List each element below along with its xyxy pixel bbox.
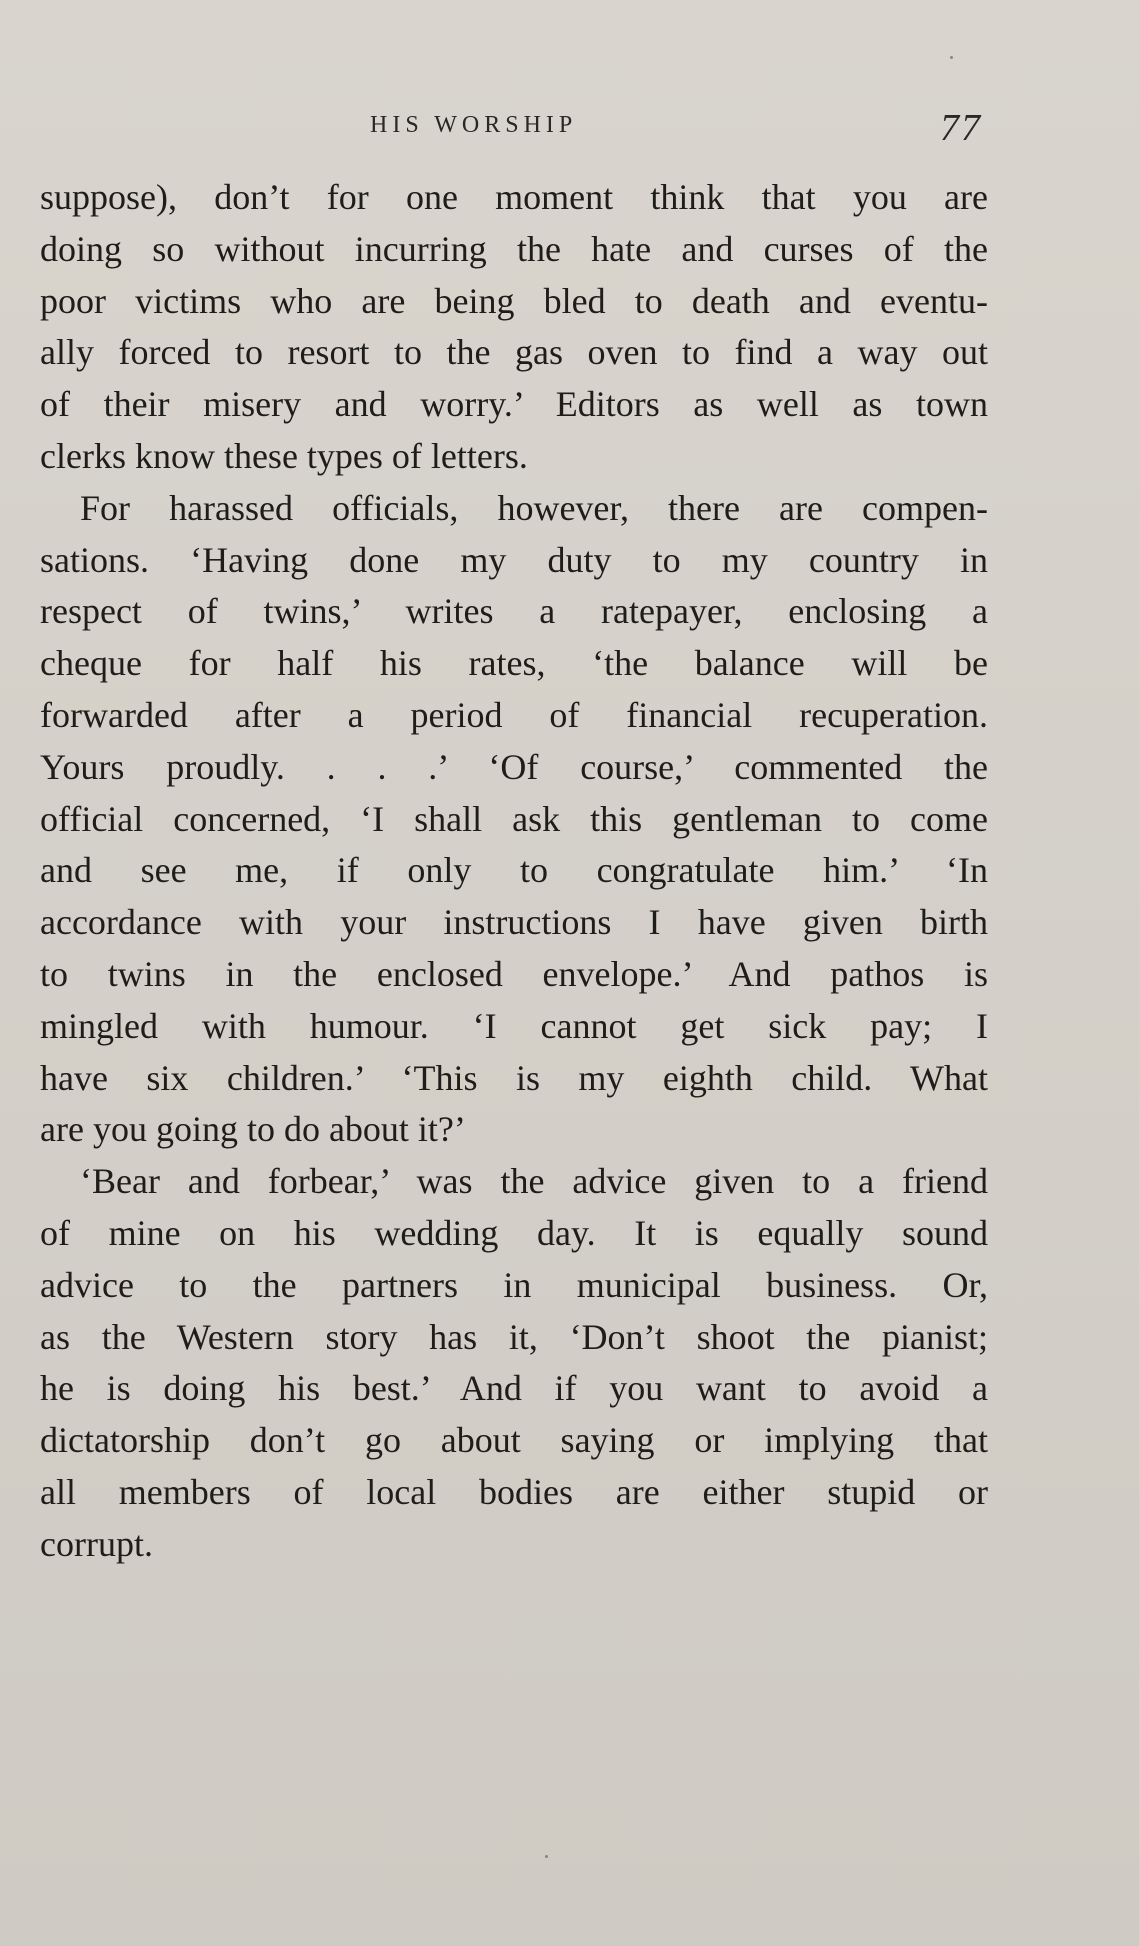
text-line: clerks know these types of letters. <box>40 435 528 476</box>
text-line: ally forced to resort to the gas oven to find a way out <box>40 332 988 373</box>
text-line: all members of local bodies are either stupid or <box>40 1471 988 1512</box>
text-line: poor victims who are being bled to death and eventu- <box>40 280 988 321</box>
text-line: respect of twins,’ writes a ratepayer, enclosing a <box>40 591 988 632</box>
paper-speck <box>545 1855 548 1858</box>
text-line: mingled with humour. ‘I cannot get sick pay; I <box>40 1005 988 1046</box>
text-line: ‘Bear and forbear,’ was the advice given to a friend <box>80 1161 988 1202</box>
running-head <box>0 107 1139 152</box>
page-number: 77 <box>940 107 982 149</box>
text-line: cheque for half his rates, ‘the balance will be <box>40 643 988 684</box>
text-line: of their misery and worry.’ Editors as well as town <box>40 384 988 425</box>
text-line: he is doing his best.’ And if you want to avoid a <box>40 1368 988 1409</box>
text-line: are you going to do about it?’ <box>40 1109 466 1150</box>
text-line: For harassed officials, however, there are compen- <box>80 487 988 528</box>
text-line: accordance with your instructions I have given birth <box>40 902 988 943</box>
text-line: dictatorship don’t go about saying or implying that <box>40 1420 988 1461</box>
body-text <box>40 172 988 1571</box>
text-line: to twins in the enclosed envelope.’ And pathos is <box>40 953 988 994</box>
running-title: HIS WORSHIP <box>370 112 578 138</box>
text-line: sations. ‘Having done my duty to my country in <box>40 539 988 580</box>
text-line: and see me, if only to congratulate him.’ ‘In <box>40 850 988 891</box>
text-line: doing so without incurring the hate and curses of the <box>40 228 988 269</box>
text-line: corrupt. <box>40 1523 153 1564</box>
text-line: as the Western story has it, ‘Don’t shoot the pianist; <box>40 1316 988 1357</box>
text-line: advice to the partners in municipal business. Or, <box>40 1264 988 1305</box>
text-line: of mine on his wedding day. It is equally sound <box>40 1212 988 1253</box>
text-line: official concerned, ‘I shall ask this gentleman to come <box>40 798 988 839</box>
paper-speck <box>950 56 953 59</box>
text-line: suppose), don’t for one moment think that you are <box>40 177 988 217</box>
text-line: forwarded after a period of financial recuperation. <box>40 694 988 735</box>
text-line: have six children.’ ‘This is my eighth child. What <box>40 1057 988 1098</box>
text-line: Yours proudly. . . .’ ‘Of course,’ commented the <box>40 746 988 787</box>
